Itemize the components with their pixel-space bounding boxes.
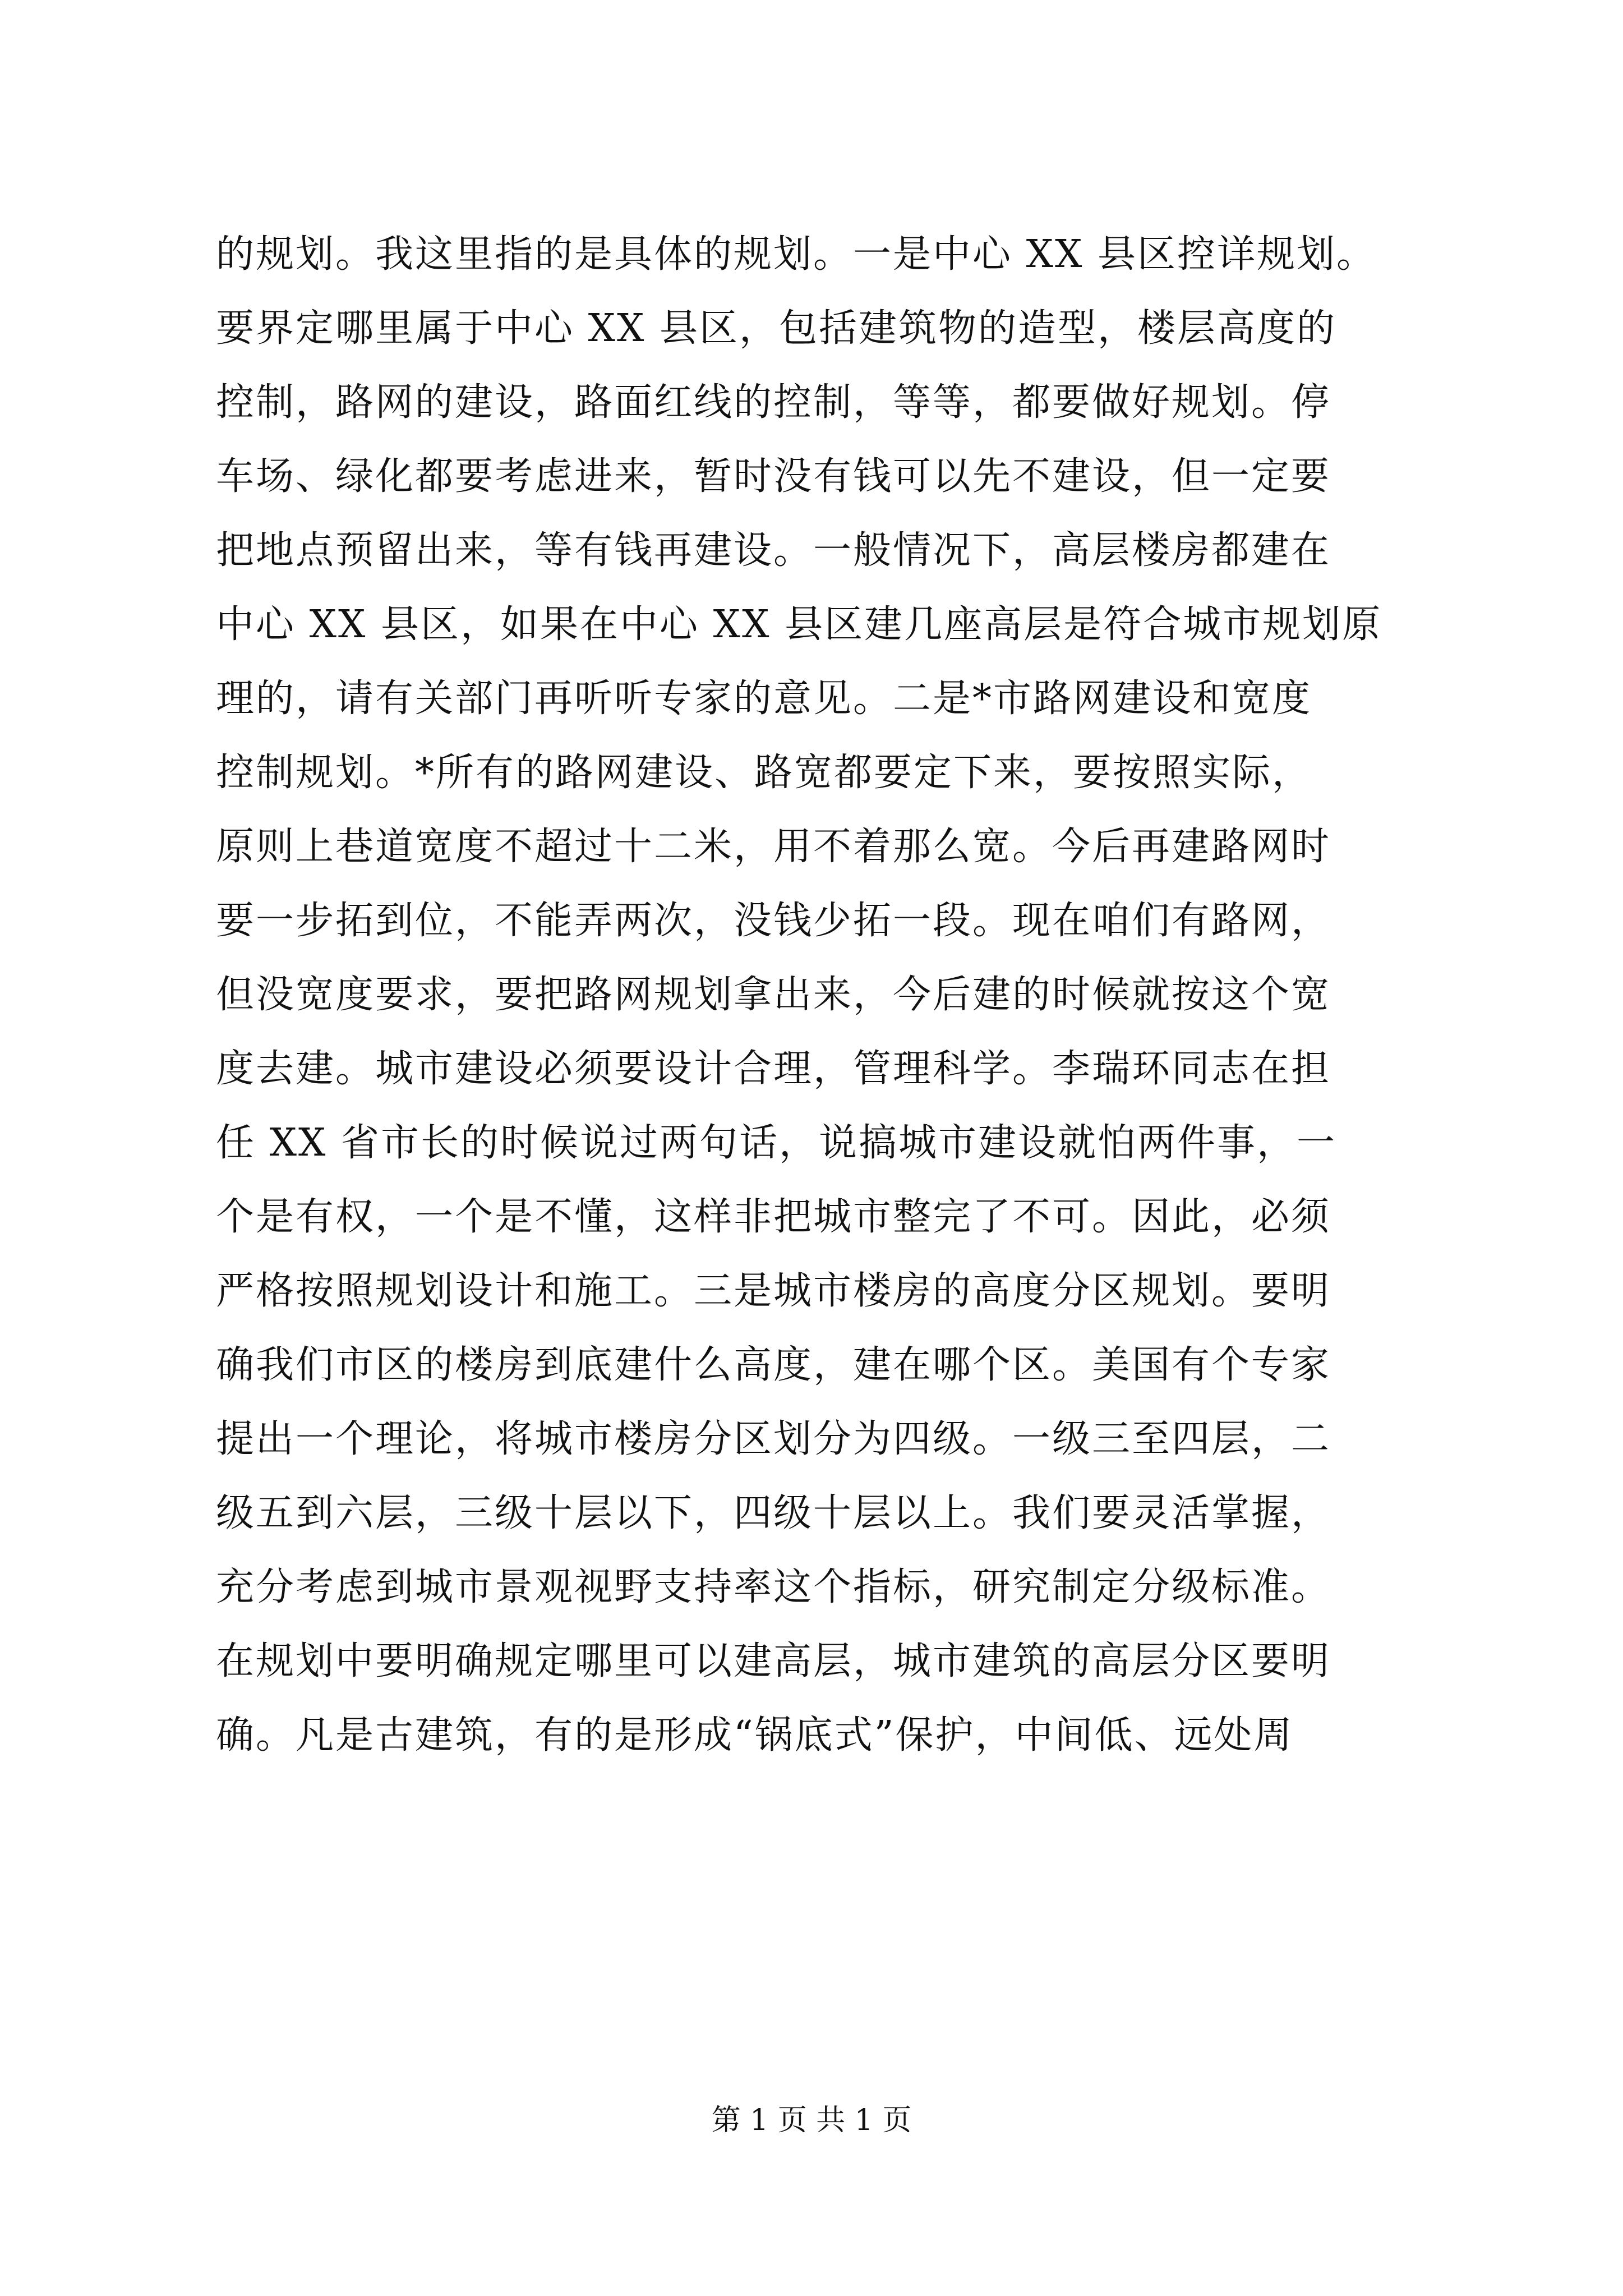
text-line: 但没宽度要求，要把路网规划拿出来，今后建的时候就按这个宽 — [216, 973, 1331, 1017]
text-line: 要界定哪里属于中心 XX 县区，包括建筑物的造型，楼层高度的 — [216, 306, 1337, 351]
text-line: 的规划。我这里指的是具体的规划。一是中心 XX 县区控详规划。 — [216, 232, 1377, 277]
text-line: 确我们市区的楼房到底建什么高度，建在哪个区。美国有个专家 — [216, 1343, 1331, 1387]
text-line: 中心 XX 县区，如果在中心 XX 县区建几座高层是符合城市规划原 — [216, 602, 1382, 647]
body-text — [216, 218, 1410, 1773]
text-line: 个是有权，一个是不懂，这样非把城市整完了不可。因此，必须 — [216, 1195, 1331, 1239]
text-line: 把地点预留出来，等有钱再建设。一般情况下，高层楼房都建在 — [216, 528, 1331, 573]
page-number: 第 1 页 共 1 页 — [711, 2104, 912, 2137]
text-line: 在规划中要明确规定哪里可以建高层，城市建筑的高层分区要明 — [216, 1639, 1331, 1683]
text-line: 要一步拓到位，不能弄两次，没钱少拓一段。现在咱们有路网， — [216, 899, 1331, 943]
text-line: 理的，请有关部门再听听专家的意见。二是*市路网建设和宽度 — [216, 677, 1312, 721]
text-line: 提出一个理论，将城市楼房分区划分为四级。一级三至四层，二 — [216, 1417, 1331, 1461]
text-line: 充分考虑到城市景观视野支持率这个指标，研究制定分级标准。 — [216, 1565, 1331, 1609]
text-line: 严格按照规划设计和施工。三是城市楼房的高度分区规划。要明 — [216, 1269, 1331, 1313]
text-line: 确。凡是古建筑，有的是形成“锅底式”保护，中间低、远处周 — [216, 1713, 1294, 1757]
text-line: 任 XX 省市长的时候说过两句话，说搞城市建设就怕两件事，一 — [216, 1121, 1337, 1165]
text-line: 原则上巷道宽度不超过十二米，用不着那么宽。今后再建路网时 — [216, 825, 1331, 869]
text-line: 控制规划。*所有的路网建设、路宽都要定下来，要按照实际， — [216, 751, 1312, 795]
text-line: 级五到六层，三级十层以下，四级十层以上。我们要灵活掌握， — [216, 1491, 1331, 1535]
page-footer — [0, 2101, 1623, 2140]
text-line: 车场、绿化都要考虑进来，暂时没有钱可以先不建设，但一定要 — [216, 454, 1331, 499]
text-line: 控制，路网的建设，路面红线的控制，等等，都要做好规划。停 — [216, 380, 1331, 425]
text-line: 度去建。城市建设必须要设计合理，管理科学。李瑞环同志在担 — [216, 1047, 1331, 1091]
